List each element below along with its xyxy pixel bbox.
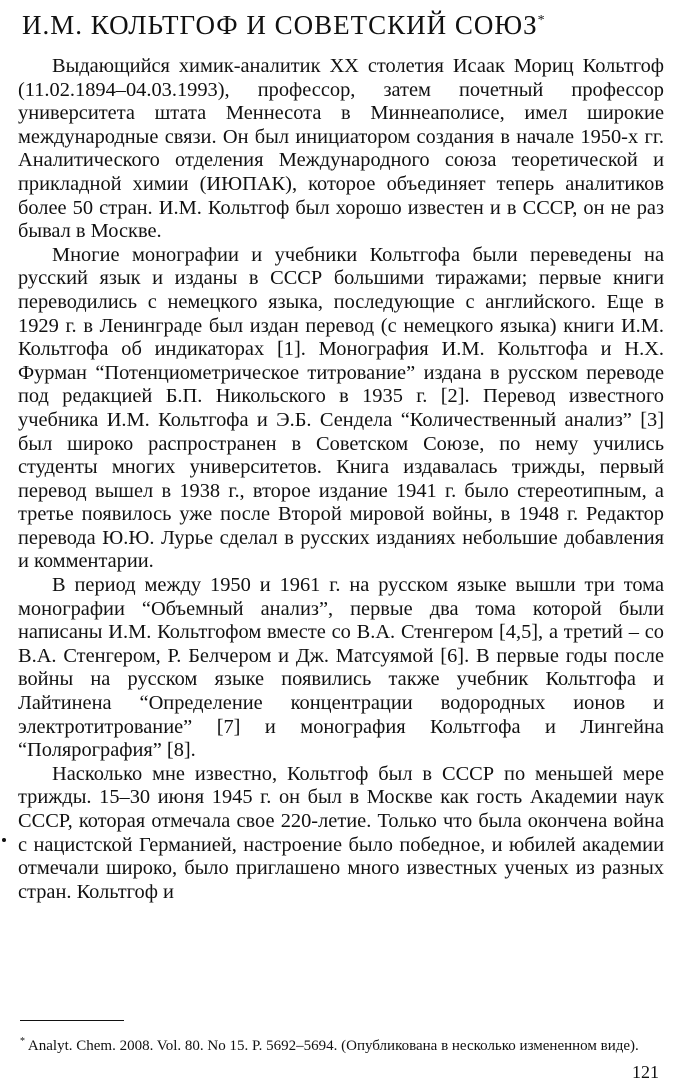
footnote-text: Analyt. Chem. 2008. Vol. 80. No 15. P. 5692–5694. (Опубликована в несколько измененном виде). [25,1038,639,1054]
footnote-marker: * [20,1036,25,1047]
paragraph-3: В период между 1950 и 1961 г. на русском языке вышли три тома монографии “Объемный анализ”, первые два тома которой были написаны И.М. Кольтгофом вместе со В.А. Стенгером [4,5], а третий – со В.А. Стенгером, Р. Белчером и Дж. Матсуямой [6]. В первые годы после войны на русском языке появились также учебник Кольтгофа и Лайтинена “Определение концентрации водородных ионов и электротитрование” [7] и монография Кольтгофа и Лингейна “Полярография” [8]. [18,574,664,762]
footnote [20,1032,662,1056]
article-title-text: И.М. КОЛЬТГОФ И СОВЕТСКИЙ СОЮЗ [22,10,538,40]
margin-mark [2,838,6,842]
article-body [18,55,664,904]
article-title [22,4,662,42]
paragraph-2: Многие монографии и учебники Кольтгофа были переведены на русский язык и изданы в СССР большими тиражами; первые книги переводились с немецкого языка, последующие с английского. Еще в 1929 г. в Ленинграде был издан перевод (с немецкого языка) книги И.М. Кольтгофа об индикаторах [1]. Монография И.М. Кольтгофа и Н.Х. Фурман “Потенциометрическое титрование” издана в русском переводе под редакцией Б.П. Никольского в 1935 г. [2]. Перевод известного учебника И.М. Кольтгофа и Э.Б. Сендела “Количественный анализ” [3] был широко распространен в Советском Союзе, по нему учились студенты многих университетов. Книга издавалась трижды, первый перевод вышел в 1938 г., второе издание 1941 г. было стереотипным, а третье появилось уже после Второй мировой войны, в 1948 г. Редактор перевода Ю.Ю. Лурье сделал в русских изданиях небольшие добавления и комментарии. [18,243,664,573]
footnote-separator [20,1020,124,1021]
paragraph-1: Выдающийся химик-аналитик XX столетия Исаак Мориц Кольтгоф (11.02.1894–04.03.1993), профессор, затем почетный профессор университета штата Меннесота в Миннеаполисе, имел широкие международные связи. Он был инициатором создания в начале 1950-х гг. Аналитического отделения Международного союза теоретической и прикладной химии (ИЮПАК), которое объединяет теперь аналитиков более 50 стран. И.М. Кольтгоф был хорошо известен и в СССР, он не раз бывал в Москве. [18,55,664,243]
title-footnote-marker: * [537,13,546,28]
page-number: 121 [632,1062,659,1082]
paragraph-4: Насколько мне известно, Кольтгоф был в СССР по меньшей мере трижды. 15–30 июня 1945 г. он был в Москве как гость Академии наук СССР, которая отмечала свое 220-летие. Только что была окончена война с нацистской Германией, настроение было победное, и юбилей академии отмечали широко, было приглашено много известных ученых из разных стран. Кольтгоф и [18,762,664,903]
